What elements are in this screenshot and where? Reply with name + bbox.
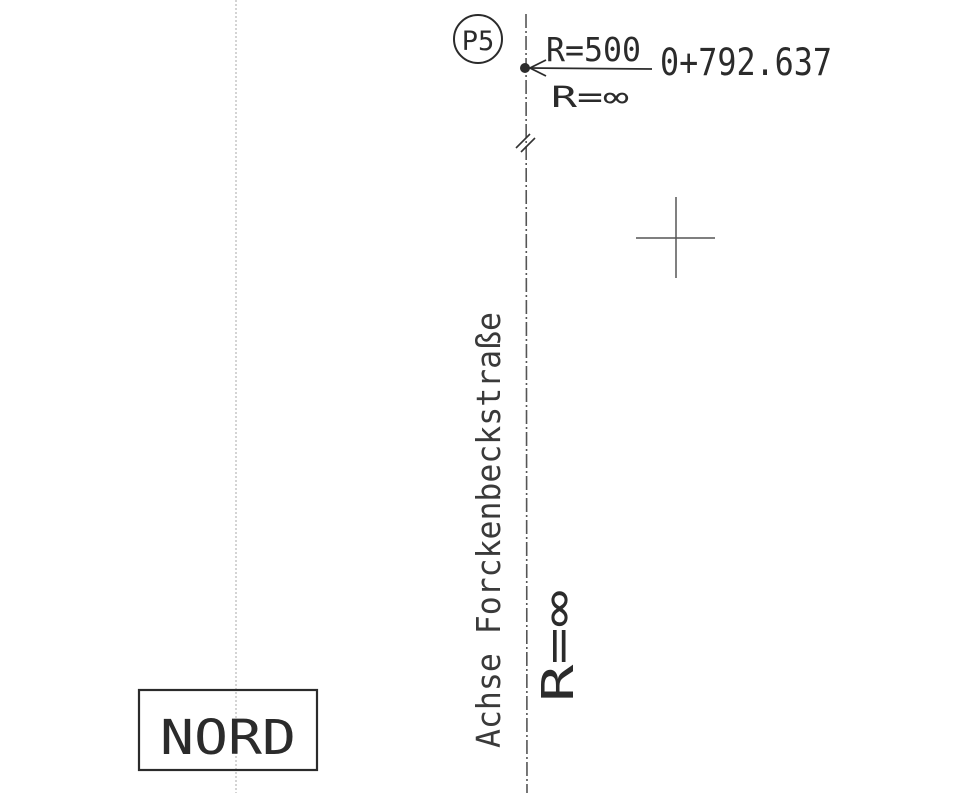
axis-label: Achse Forckenbeckstraße xyxy=(469,291,508,748)
point-p5-label: P5 xyxy=(461,26,495,57)
point-p5-marker xyxy=(454,15,502,63)
road-axis-line xyxy=(526,14,527,793)
nord-box xyxy=(139,690,317,770)
station-label: 0+792.637 xyxy=(660,41,832,84)
radius-in-label: R=500 xyxy=(546,30,641,69)
vertical-radius-label: R=∞ xyxy=(533,622,584,702)
cross-marker xyxy=(636,197,715,278)
nord-label: NORD xyxy=(160,710,296,766)
radius-out-label: R=∞ xyxy=(551,80,629,114)
